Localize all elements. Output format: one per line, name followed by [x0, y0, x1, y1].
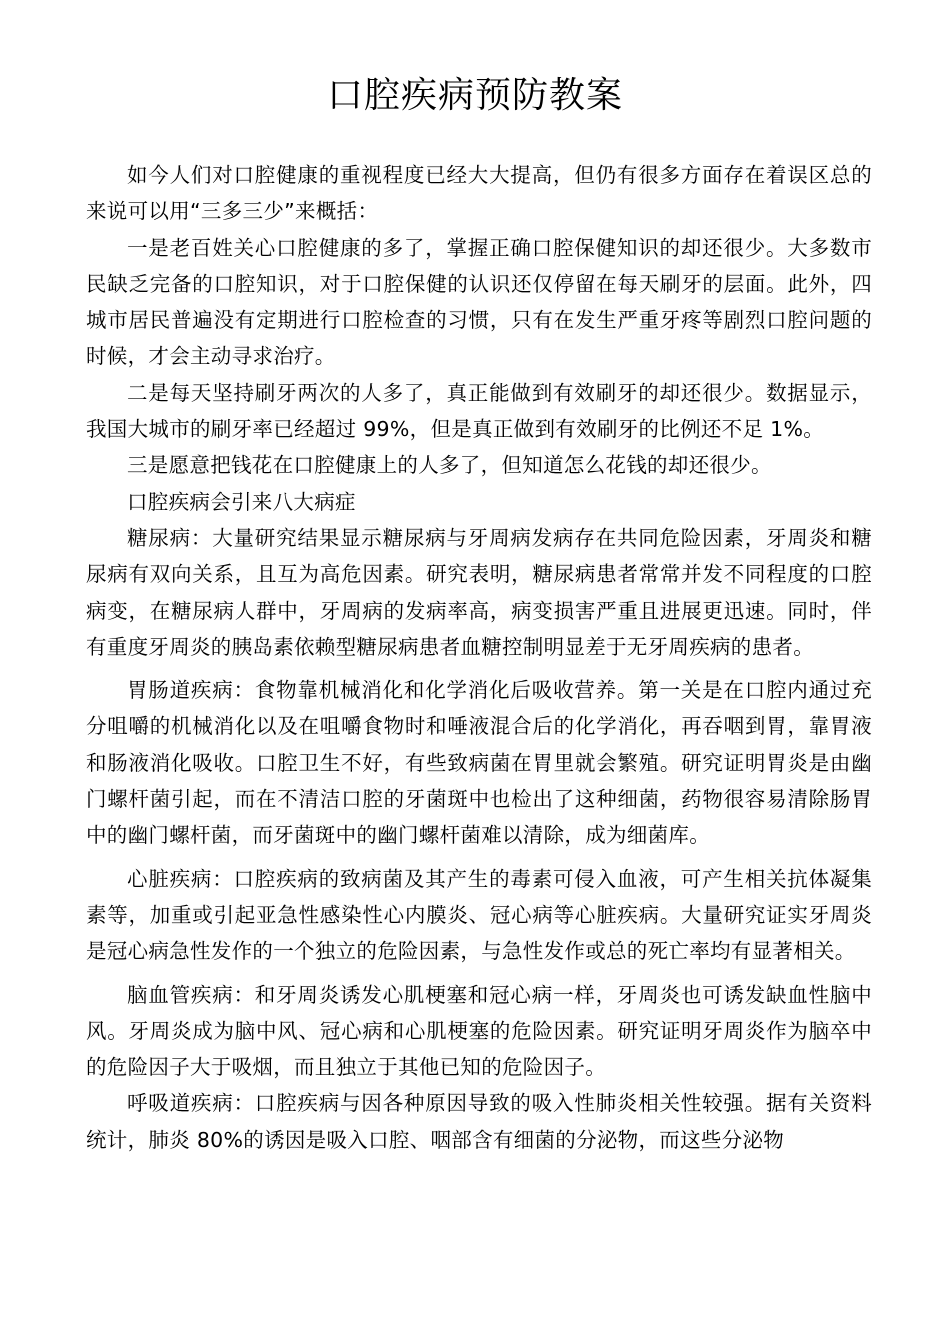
paragraph-gastrointestinal: 胃肠道疾病：食物靠机械消化和化学消化后吸收营养。第一关是在口腔内通过充分咀嚼的机械消化以及在咀嚼食物时和唾液混合后的化学消化，再吞咽到胃，靠胃液和肠液消化吸收。口腔卫生不好，有些致病菌在胃里就会繁殖。研究证明胃炎是由幽门螺杆菌引起，而在不清洁口腔的牙菌斑中也检出了这种细菌，药物很容易清除肠胃中的幽门螺杆菌，而牙菌斑中的幽门螺杆菌难以清除，成为细菌库。: [86, 678, 872, 848]
document-title: 口腔疾病预防教案: [326, 75, 623, 116]
paragraph-diabetes: 糖尿病：大量研究结果显示糖尿病与牙周病发病存在共同危险因素，牙周炎和糖尿病有双向关系，且互为高危因素。研究表明，糖尿病患者常常并发不同程度的口腔病变，在糖尿病人群中，牙周病的发病率高，病变损害严重且进展更迅速。同时，伴有重度牙周炎的胰岛素依赖型糖尿病患者血糖控制明显差于无牙周疾病的患者。: [86, 525, 872, 659]
paragraph-cerebrovascular: 脑血管疾病：和牙周炎诱发心肌梗塞和冠心病一样，牙周炎也可诱发缺血性脑中风。牙周炎成为脑中风、冠心病和心肌梗塞的危险因素。研究证明牙周炎作为脑卒中的危险因子大于吸烟，而且独立于其他已知的危险因子。: [86, 982, 872, 1080]
paragraph-intro: 如今人们对口腔健康的重视程度已经大大提高，但仍有很多方面存在着误区总的来说可以用“三多三少”来概括：: [86, 163, 872, 224]
paragraph-heart-disease: 心脏疾病：口腔疾病的致病菌及其产生的毒素可侵入血液，可产生相关抗体凝集素等，加重或引起亚急性感染性心内膜炎、冠心病等心脏疾病。大量研究证实牙周炎是冠心病急性发作的一个独立的危险因素，与急性发作或总的死亡率均有显著相关。: [86, 866, 872, 964]
document-body: [86, 157, 872, 1158]
paragraph-point-three: 三是愿意把钱花在口腔健康上的人多了，但知道怎么花钱的却还很少。: [127, 453, 772, 478]
paragraph-point-two: 二是每天坚持刷牙两次的人多了，真正能做到有效刷牙的却还很少。数据显示，我国大城市的刷牙率已经超过 99%，但是真正做到有效刷牙的比例还不足 1%。: [86, 380, 872, 442]
paragraph-point-one: 一是老百姓关心口腔健康的多了，掌握正确口腔保健知识的却还很少。大多数市民缺乏完备的口腔知识，对于口腔保健的认识还仅停留在每天刷牙的层面。此外，四城市居民普遍没有定期进行口腔检查的习惯，只有在发生严重牙疼等剧烈口腔问题的时候，才会主动寻求治疗。: [86, 235, 872, 369]
section-heading-eight-diseases: 口腔疾病会引来八大病症: [127, 489, 356, 514]
paragraph-respiratory: 呼吸道疾病：口腔疾病与因各种原因导致的吸入性肺炎相关性较强。据有关资料统计，肺炎 80%的诱因是吸入口腔、咽部含有细菌的分泌物，而这些分泌物: [86, 1091, 872, 1152]
